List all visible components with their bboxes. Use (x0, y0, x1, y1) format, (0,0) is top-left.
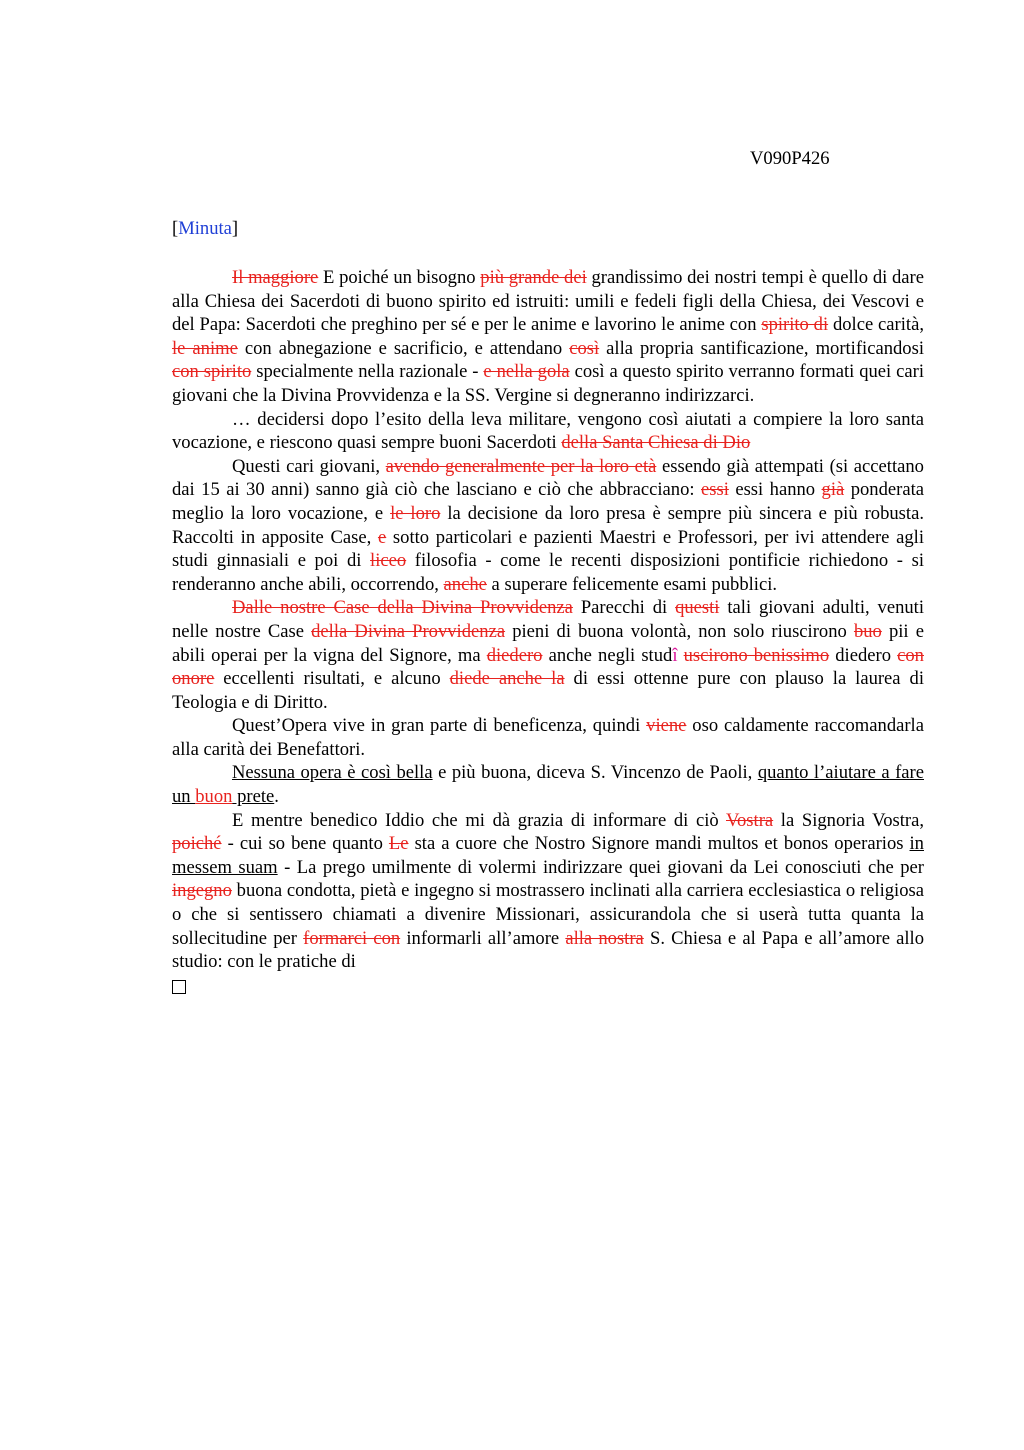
text-run: E poiché un bisogno (318, 267, 481, 288)
text-run: e più buona, diceva S. Vincenzo de Paoli, (432, 762, 758, 784)
text-run: la Signoria Vostra, (773, 809, 924, 831)
deleted-text: della Divina Provvidenza (311, 620, 506, 642)
text-run: - cui so bene quanto (221, 833, 389, 855)
deleted-text: alla nostra (565, 927, 644, 949)
deleted-text: diedero (486, 644, 543, 666)
text-run: eccellenti risultati, e alcuno (214, 668, 450, 690)
underlined-text: quanto l’aiutare a fare un (172, 762, 924, 808)
deleted-text: anche (443, 573, 487, 595)
text-run: Questi cari giovani, (232, 455, 386, 477)
deleted-text: avendo generalmente per la loro età (385, 455, 657, 477)
document-id: V090P426 (750, 148, 830, 169)
label-open-bracket: [ (172, 218, 179, 239)
text-run: Parecchi di (572, 597, 676, 619)
deleted-text: e (377, 526, 387, 548)
text-run: anche negli stud (542, 644, 673, 666)
deleted-text: uscirono benissimo (683, 644, 830, 666)
inserted-mark: î (672, 644, 678, 666)
deleted-text: spirito di (761, 314, 829, 336)
underlined-text: prete (232, 786, 275, 808)
deleted-text: buo (853, 620, 882, 642)
deleted-text: formarci con (303, 927, 401, 949)
text-run: filosofia - come le recenti disposizioni pontificie richiedono - si renderanno anche abili, occorrendo, (172, 550, 924, 595)
paragraph-1 (172, 266, 924, 408)
text-run: grandissimo dei nostri tempi è quello di dare alla Chiesa dei Sacerdoti di buono spirito ed istruiti: umili e fedeli figli della Chiesa, dei Vescovi e del Papa: Sacerdoti che preghino per sé e per le anime e lavorino le anime con (172, 267, 924, 336)
paragraph-6 (172, 761, 924, 808)
text-run: pieni di buona volontà, non solo riuscirono (505, 620, 854, 642)
text-run: Quest’Opera vive in gran parte di beneficenza, quindi (232, 715, 647, 737)
deleted-text: buon (195, 786, 233, 808)
text-run: oso caldamente raccomandarla alla carità dei Benefattori. (172, 715, 924, 760)
checkbox-icon (172, 980, 186, 994)
paragraph-5 (172, 714, 924, 761)
underlined-text: Nessuna opera è così bella (232, 762, 433, 784)
text-run: di essi ottenne pure con plauso la laurea di Teologia e di Diritto. (172, 668, 924, 713)
paragraph-2 (172, 408, 924, 455)
text-run: informarli all’amore (400, 927, 566, 949)
deleted-text: viene (646, 715, 687, 737)
deleted-text: poiché (172, 833, 222, 855)
deleted-text: le anime (172, 337, 238, 359)
text-run: sotto particolari e pazienti Maestri e Professori, per ivi attendere agli studi ginnasiali e poi di (172, 526, 924, 572)
paragraph-7 (172, 809, 924, 974)
end-marker (172, 976, 924, 1000)
text-run: E mentre benedico Iddio che mi dà grazia di informare di ciò (232, 809, 726, 831)
text-run: … decidersi dopo l’esito della leva militare, vengono così aiutati a compiere la loro santa vocazione, e riescono quasi sempre buoni Sacerdoti (172, 408, 924, 454)
text-run: pii e abili operai per la vigna del Signore, ma (172, 620, 924, 666)
deleted-text: ingegno (172, 880, 232, 902)
deleted-text: con onore (172, 644, 924, 690)
text-run: la decisione da loro presa è sempre più sincera e più robusta. Raccolti in apposite Case, (172, 502, 924, 548)
deleted-text: della Santa Chiesa di Dio (561, 432, 751, 454)
label-close-bracket: ] (231, 218, 239, 239)
deleted-text: già (821, 479, 845, 501)
deleted-text: e nella gola (483, 361, 570, 383)
deleted-text: questi (675, 597, 720, 619)
text-run: essi hanno (728, 479, 822, 501)
text-run: specialmente nella razionale - (251, 361, 484, 383)
deleted-text: le loro (390, 502, 441, 524)
underlined-text: in messem suam (172, 833, 924, 878)
deleted-text: Le (388, 833, 409, 855)
deleted-text: Vostra (725, 809, 774, 831)
deleted-text: così (569, 337, 600, 359)
deleted-text: liceo (370, 550, 407, 572)
text-run: ponderata meglio la loro vocazione, e (172, 479, 924, 524)
text-run: a superare felicemente esami pubblici. (486, 573, 778, 595)
text-run: così a questo spirito verranno formati quei cari giovani che la Divina Provvidenza e la SS. Vergine si degneranno indirizzarci. (172, 361, 924, 406)
text-run: tali giovani adulti, venuti nelle nostre Case (172, 597, 924, 642)
deleted-text: diede anche la (449, 668, 565, 690)
document-body (172, 266, 924, 999)
text-run: . (274, 786, 279, 808)
text-run: con abnegazione e sacrificio, e attendano (237, 337, 570, 359)
text-run: S. Chiesa e al Papa e all’amore allo studio: con le pratiche di (172, 927, 925, 973)
deleted-text: più grande dei (480, 267, 587, 288)
text-run: sta a cuore che Nostro Signore mandi multos et bonos operarios (408, 833, 910, 855)
deleted-text: Dalle nostre Case della Divina Provvidenza (232, 597, 573, 619)
text-run: essendo già attempati (si accettano dai 15 ai 30 anni) sanno già ciò che lasciano e ciò che abbracciano: (172, 455, 924, 501)
paragraph-4 (172, 596, 924, 714)
deleted-text: con spirito (172, 361, 252, 383)
text-run: - La prego umilmente di volermi indirizzare quei giovani da Lei conosciuti che per (277, 856, 924, 878)
minuta-label-text: Minuta (178, 218, 232, 239)
deleted-text: Il maggiore (232, 267, 319, 288)
text-run: diedero (829, 644, 898, 666)
paragraph-3 (172, 455, 924, 597)
text-run: buona condotta, pietà e ingegno si mostrassero inclinati alla carriera ecclesiastica o religiosa o che si sentissero chiamati a divenire Missionari, assicurandola che si userà tutta quanta la sollecitudine per (172, 880, 924, 949)
minuta-label (172, 218, 238, 240)
text-run: alla propria santificazione, mortificandosi (599, 337, 925, 359)
deleted-text: essi (700, 479, 729, 501)
text-run: dolce carità, (828, 314, 924, 336)
